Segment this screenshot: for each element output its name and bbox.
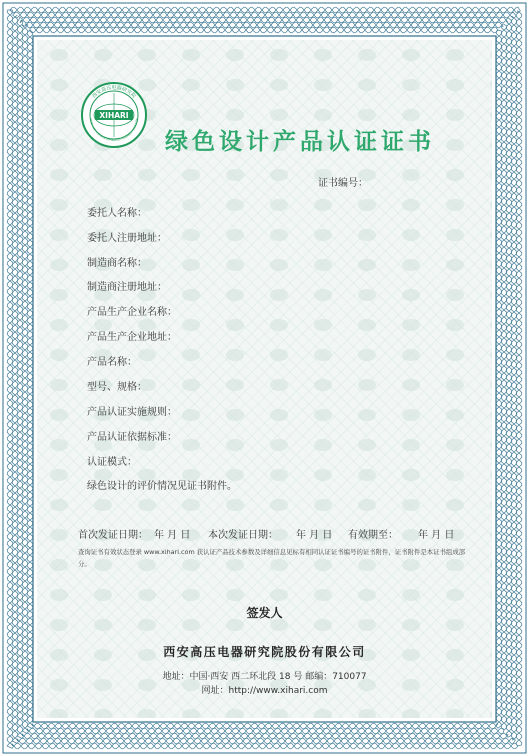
this-issue-date-value: 年 月 日	[296, 530, 333, 541]
issuing-company: 西安高压电器研究院股份有限公司	[163, 645, 366, 659]
manufacturer-name-label: 制造商名称：	[87, 258, 147, 269]
certificate-number-label: 证书编号：	[318, 178, 368, 189]
logo-ring-bottom-text: XI'AN HIGH VOLTAGE APPARATUS RESEARCH INSTITUTE	[89, 118, 139, 143]
valid-until-label: 有效期至：	[348, 530, 398, 541]
valid-until-value: 年 月 日	[418, 530, 455, 541]
production-company-name-label: 产品生产企业名称：	[87, 307, 177, 318]
production-company-address-label: 产品生产企业地址：	[87, 332, 177, 343]
company-website: 网址：http://www.xihari.com	[201, 686, 328, 696]
this-issue-date-label: 本次发证日期：	[208, 530, 278, 541]
company-address: 地址：中国·西安 西二环北段 18 号 邮编：710077	[162, 672, 367, 682]
first-issue-date-label: 首次发证日期：	[78, 530, 148, 541]
signer-label: 签发人	[246, 606, 283, 620]
logo-center-text: XIHARI	[99, 111, 129, 120]
evaluation-note: 绿色设计的评价情况见证书附件。	[87, 481, 237, 492]
certification-mode-label: 认证模式：	[87, 457, 137, 468]
first-issue-date-value: 年 月 日	[154, 530, 191, 541]
logo-ring-top-text: 西安高压电器研究院	[91, 85, 137, 100]
xihari-logo	[80, 81, 148, 149]
query-note: 查询证书有效状态登录 www.xihari.com 获认证产品技术参数及详细信息见标有相同认证证书编号的证书附件，证书附件是本证书组成部分。	[78, 548, 466, 568]
model-spec-label: 型号、规格：	[87, 382, 147, 393]
client-address-label: 委托人注册地址：	[87, 233, 167, 244]
implementation-rules-label: 产品认证实施规则：	[87, 407, 177, 418]
certification-standard-label: 产品认证依据标准：	[87, 432, 177, 443]
manufacturer-address-label: 制造商注册地址：	[87, 282, 167, 293]
client-name-label: 委托人名称：	[87, 208, 147, 219]
certificate-title: 绿色设计产品认证证书	[165, 129, 435, 155]
product-name-label: 产品名称：	[87, 357, 137, 368]
